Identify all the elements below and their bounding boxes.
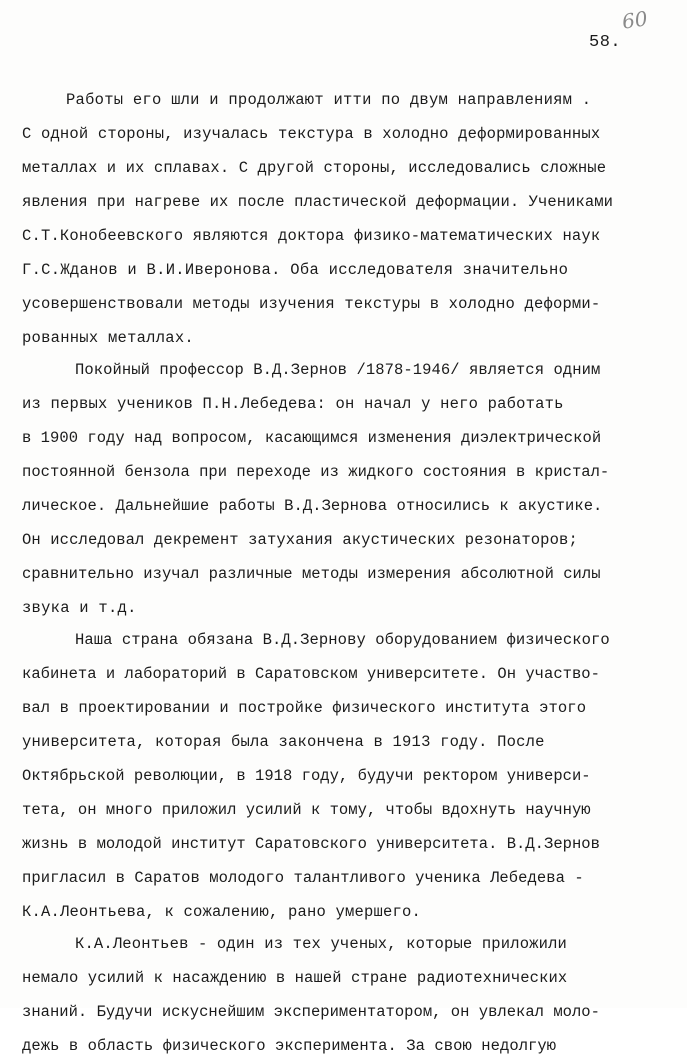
text-line: жизнь в молодой институт Саратовского университета. В.Д.Зернов: [22, 835, 600, 853]
text-line: Он исследовал декремент затухания акустических резонаторов;: [22, 531, 578, 549]
text-line: С.Т.Конобеевского являются доктора физико-математических наук: [22, 227, 601, 245]
text-line: тета, он много приложил усилий к тому, чтобы вдохнуть научную: [22, 801, 591, 819]
text-line: К.А.Леонтьев - один из тех ученых, которые приложили: [75, 935, 567, 953]
text-line: из первых учеников П.Н.Лебедева: он начал у него работать: [22, 395, 564, 413]
text-line: Октябрьской революции, в 1918 году, будучи ректором универси-: [22, 767, 591, 785]
text-line: пригласил в Саратов молодого талантливого ученика Лебедева -: [22, 869, 584, 887]
handwritten-page-mark: 60: [620, 6, 649, 34]
text-line: знаний. Будучи искуснейшим экспериментатором, он увлекал моло-: [22, 1003, 600, 1021]
text-line: кабинета и лабораторий в Саратовском университете. Он участво-: [22, 665, 600, 683]
text-line: усовершенствовали методы изучения текстуры в холодно деформи-: [22, 295, 601, 313]
text-line: немало усилий к насаждению в нашей стране радиотехнических: [22, 969, 568, 987]
text-line: постоянной бензола при переходе из жидкого состояния в кристал-: [22, 463, 610, 481]
text-line: рованных металлах.: [22, 329, 194, 347]
page-number: 58.: [589, 33, 622, 52]
text-line: сравнительно изучал различные методы измерения абсолютной силы: [22, 565, 601, 583]
text-line: К.А.Леонтьева, к сожалению, рано умершего.: [22, 903, 422, 921]
text-line: явления при нагреве их после пластической деформации. Учениками: [22, 193, 614, 211]
text-line: звука и т.д.: [22, 599, 137, 617]
text-line: металлах и их сплавах. С другой стороны, исследовались сложные: [22, 159, 607, 177]
text-line: Покойный профессор В.Д.Зернов /1878-1946/ является одним: [75, 361, 601, 379]
text-line: в 1900 году над вопросом, касающимся изменения диэлектрической: [22, 429, 602, 447]
text-line: Работы его шли и продолжают итти по двум направлениям .: [66, 91, 592, 109]
text-line: университета, которая была закончена в 1913 году. После: [22, 733, 545, 751]
text-line: лическое. Дальнейшие работы В.Д.Зернова относились к акустике.: [22, 497, 603, 515]
text-line: С одной стороны, изучалась текстура в холодно деформированных: [22, 125, 601, 143]
text-line: Г.С.Жданов и В.И.Иверонова. Оба исследователя значительно: [22, 261, 569, 279]
text-line: дежь в область физического эксперимента. За свою недолгую: [22, 1037, 557, 1055]
text-line: Наша страна обязана В.Д.Зернову оборудованием физического: [75, 631, 610, 649]
text-line: вал в проектировании и постройке физического института этого: [22, 699, 587, 717]
